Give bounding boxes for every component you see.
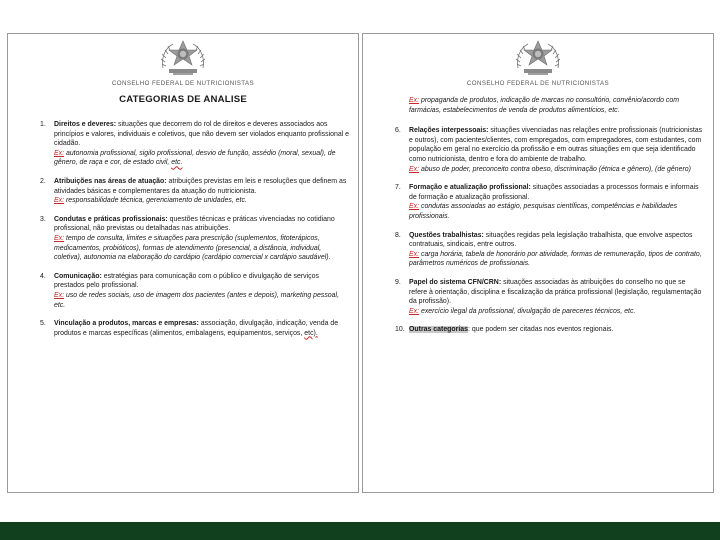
example-text: propaganda de produtos, indicação de marcas no consultório, convênio/acordo com farmácias, estabelecimentos de venda de produtos alimentícios, etc. [409,97,679,114]
category-example [54,196,350,206]
example-label: Ex: [409,250,420,258]
category-number: 1. [40,121,46,128]
example-tail: etc. [171,159,183,167]
category-title: Atribuições nas áreas de atuação: [54,177,167,185]
example-label: Ex: [54,149,65,157]
category-text: estratégias para comunicação com o público e divulgação de serviços prestados pelo profissional. [54,272,319,290]
category-number: 4. [40,272,46,280]
category-example [54,234,350,263]
category-text: situações associadas às atribuições do conselho no que se refere à orientação, disciplina e fiscalização da prática profissional (legislação, regulamentação da profissão). [409,278,702,306]
category-title: Questões trabalhistas: [409,231,484,239]
category-item [363,325,705,335]
category-tail: etc). [304,329,318,337]
category-list [8,120,350,347]
example-text: condutas associadas ao estágio, pesquisas científicas, competências e habilidades profissionais. [409,203,678,220]
coat-of-arms-icon [512,38,564,78]
category-item [8,319,350,338]
category-title: Formação e atualização profissional: [409,184,531,192]
document-page-left [7,33,359,493]
category-example [409,250,705,269]
example-label: Ex: [409,165,420,173]
category-example [409,202,705,221]
page-title: CATEGORIAS DE ANALISE [119,94,247,105]
category-example [409,96,705,115]
footer-band [0,522,720,540]
category-text: situações regidas pela legislação trabalhista, que envolve aspectos contratuais, sindicais, entre outros. [409,231,693,249]
example-text: tempo de consulta, limites e situações para prescrição (suplementos, fitoterápicos, medicamentos, probióticos), formas de atendimento (presencial, a distância, individual, coletiva), autonomia na elaboração do cardápio (cardápio comercial x cardápio saudável). [54,234,331,262]
council-name: CONSELHO FEDERAL DE NUTRICIONISTAS [466,80,610,87]
coat-of-arms-icon [157,38,209,78]
category-text: situações que decorrem do rol de direitos e deveres associados aos princípios e valores, individuais e coletivos, que não devem ser violados enquanto profissional e cidadão. [54,121,350,148]
category-item [363,278,705,316]
example-label: Ex: [54,234,65,242]
example-label: Ex: [54,197,65,205]
category-example [54,149,350,168]
category-title: Vinculação a produtos, marcas e empresas: [54,320,199,328]
category-number: 3. [40,215,46,223]
category-title: Papel do sistema CFN/CRN: [409,278,502,286]
category-number: 6. [395,127,401,135]
category-item [363,126,705,174]
category-number: 5. [40,320,46,328]
example-text: abuso de poder, preconceito contra obeso, discriminação (étnica e gênero), (de gênero) [420,165,691,173]
category-number: 2. [40,177,46,185]
category-number: 9. [395,278,401,286]
example-text: autonomia profissional, sigilo profissional, desvio de função, assédio (moral, sexual), de gênero, de raça e cor, de estado civil, [54,149,336,167]
example-label: Ex: [409,203,420,211]
category-item [8,177,350,206]
category-title: Outras categorias [409,326,468,334]
example-label: Ex: [54,291,65,299]
example-text: responsabilidade técnica, gerenciamento de unidades, etc. [65,197,247,205]
category-text: situações vivenciadas nas relações entre profissionais (nutricionistas e outros), com pacientes/clientes, com empregados, com empregadores, com estudantes, com população em geral no exercício da profissão e em outras situações em que seja identificado como nutricionista, dentro e fora do ambiente de trabalho. [409,127,703,163]
category-item [8,120,350,168]
council-name: CONSELHO FEDERAL DE NUTRICIONISTAS [111,80,255,87]
example-text: carga horária, tabela de honorário por atividade, formas de remuneração, tipos de contrato, parâmetros numéricos de profissionais. [409,250,702,268]
category-title: Comunicação: [54,272,102,280]
category-number: 7. [395,184,401,192]
example-text: uso de redes sociais, uso de imagem dos pacientes (antes e depois), marketing pessoal, etc. [54,291,339,309]
category-list [363,96,705,344]
category-title: Condutas e práticas profissionais: [54,215,168,223]
category-number: 10. [395,326,405,334]
category-continuation [363,96,705,115]
category-number: 8. [395,231,401,239]
category-example [54,291,350,310]
category-item [363,231,705,269]
category-text: situações associadas a processos formais e informais de formação e atualização profissional. [409,184,699,201]
category-text: questões técnicas e práticas vivenciadas no cotidiano profissional, não previstas ou detalhadas nas atribuições. [54,215,335,233]
example-label: Ex: [409,97,420,104]
example-text: exercício ilegal da profissional, divulgação de pareceres técnicos, etc. [420,307,636,315]
category-title: Direitos e deveres: [54,121,117,128]
document-page-right [362,33,714,493]
category-text: associação, divulgação, indicação, venda de produtos e marcas específicas (alimentos, embalagens, equipamentos, serviços, [54,320,339,337]
category-title: Relações interpessoais: [409,127,489,135]
category-text: : que podem ser citadas nos eventos regionais. [468,326,614,334]
category-item [8,272,350,310]
category-example [409,307,705,317]
category-item [363,183,705,221]
example-label: Ex: [409,307,420,315]
category-item [8,215,350,263]
category-example [409,165,705,175]
category-text: atribuições previstas em leis e resoluções que definem as atividades básicas e complementares da atuação do nutricionista. [54,177,347,195]
